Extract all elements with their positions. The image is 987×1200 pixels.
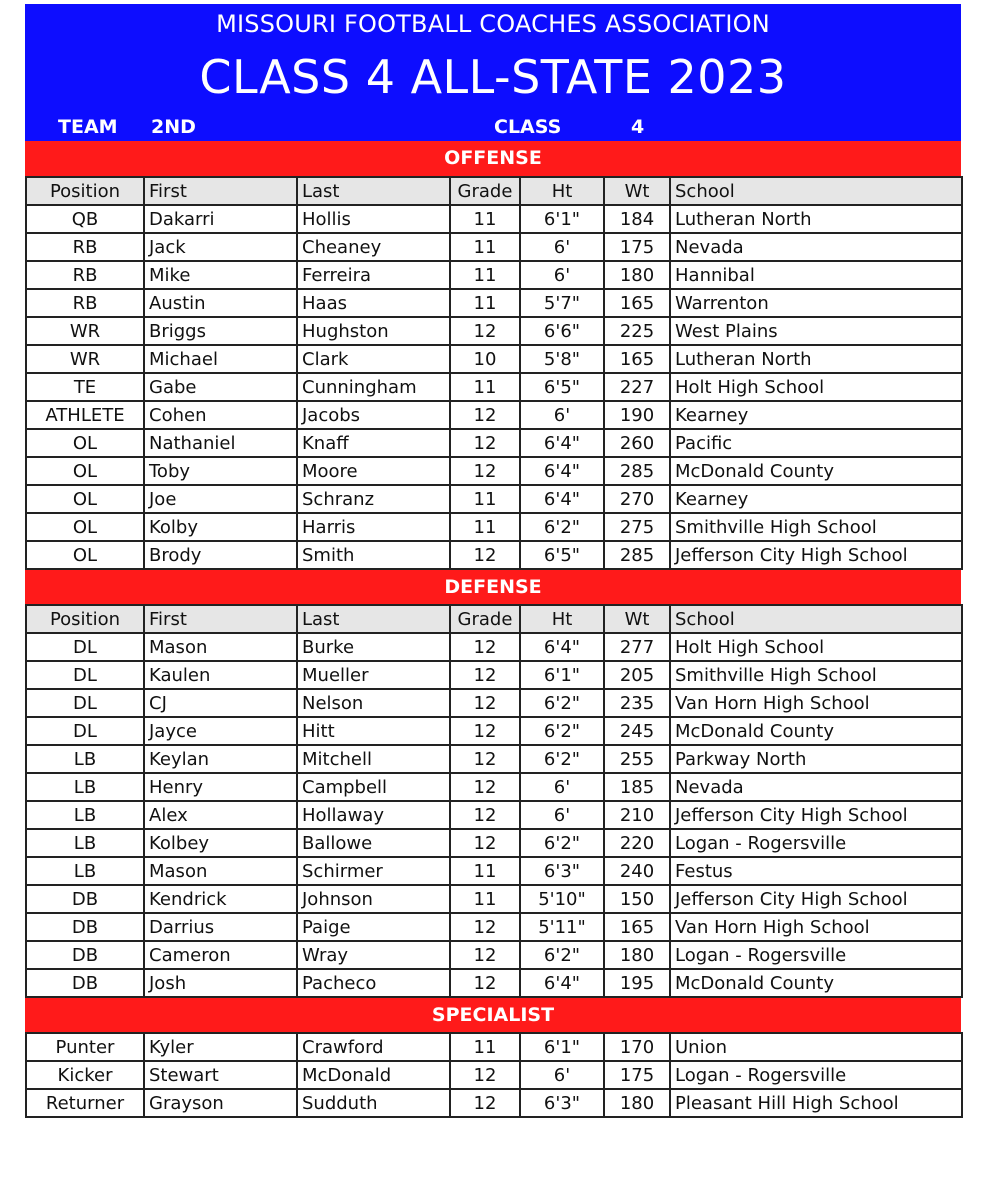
cell-last: Mitchell (297, 745, 450, 773)
cell-wt: 150 (604, 885, 670, 913)
cell-last: Harris (297, 513, 450, 541)
cell-ht: 6'2" (520, 745, 604, 773)
cell-first: Michael (144, 345, 297, 373)
cell-wt: 185 (604, 773, 670, 801)
cell-wt: 245 (604, 717, 670, 745)
table-row (26, 857, 962, 885)
cell-school: Jefferson City High School (670, 885, 962, 913)
cell-school: Jefferson City High School (670, 801, 962, 829)
table-row (26, 689, 962, 717)
roster-table-specialist (25, 1032, 963, 1118)
cell-ht: 6' (520, 233, 604, 261)
cell-ht: 5'11" (520, 913, 604, 941)
roster-table-defense (25, 604, 963, 998)
cell-position: DL (26, 689, 144, 717)
cell-first: Mason (144, 857, 297, 885)
cell-wt: 255 (604, 745, 670, 773)
page-title: CLASS 4 ALL-STATE 2023 (199, 50, 787, 104)
cell-last: Cunningham (297, 373, 450, 401)
cell-ht: 6' (520, 1061, 604, 1089)
cell-position: WR (26, 345, 144, 373)
cell-wt: 270 (604, 485, 670, 513)
cell-position: DL (26, 717, 144, 745)
table-row (26, 457, 962, 485)
section-band-offense: OFFENSE (25, 141, 961, 176)
cell-first: Brody (144, 541, 297, 569)
cell-wt: 277 (604, 633, 670, 661)
cell-wt: 165 (604, 345, 670, 373)
cell-ht: 5'7" (520, 289, 604, 317)
table-row (26, 429, 962, 457)
cell-school: Jefferson City High School (670, 541, 962, 569)
table-row (26, 1061, 962, 1089)
column-header-last: Last (297, 177, 450, 205)
cell-last: Smith (297, 541, 450, 569)
cell-wt: 275 (604, 513, 670, 541)
column-header-wt: Wt (604, 605, 670, 633)
cell-ht: 6'2" (520, 513, 604, 541)
cell-grade: 12 (450, 317, 520, 345)
section-band-specialist: SPECIALIST (25, 998, 961, 1032)
cell-position: DL (26, 661, 144, 689)
table-row (26, 969, 962, 997)
cell-first: Cohen (144, 401, 297, 429)
cell-first: Alex (144, 801, 297, 829)
cell-grade: 11 (450, 857, 520, 885)
cell-wt: 170 (604, 1033, 670, 1061)
table-row (26, 661, 962, 689)
cell-grade: 12 (450, 633, 520, 661)
cell-first: Grayson (144, 1089, 297, 1117)
cell-position: Kicker (26, 1061, 144, 1089)
cell-wt: 175 (604, 1061, 670, 1089)
cell-wt: 210 (604, 801, 670, 829)
cell-position: DB (26, 913, 144, 941)
cell-school: Pleasant Hill High School (670, 1089, 962, 1117)
table-row (26, 633, 962, 661)
cell-ht: 6'2" (520, 717, 604, 745)
cell-position: Returner (26, 1089, 144, 1117)
cell-ht: 6'3" (520, 1089, 604, 1117)
cell-school: Parkway North (670, 745, 962, 773)
cell-grade: 12 (450, 829, 520, 857)
organization-name: MISSOURI FOOTBALL COACHES ASSOCIATION (216, 10, 770, 38)
sections-container (25, 141, 961, 1118)
table-row (26, 801, 962, 829)
table-row (26, 317, 962, 345)
cell-first: Cameron (144, 941, 297, 969)
cell-ht: 6'1" (520, 205, 604, 233)
cell-last: Cheaney (297, 233, 450, 261)
section-band-defense: DEFENSE (25, 570, 961, 604)
cell-first: Kaulen (144, 661, 297, 689)
cell-grade: 12 (450, 913, 520, 941)
cell-last: Hollaway (297, 801, 450, 829)
cell-wt: 235 (604, 689, 670, 717)
cell-last: Haas (297, 289, 450, 317)
cell-grade: 12 (450, 541, 520, 569)
cell-last: Ferreira (297, 261, 450, 289)
cell-school: McDonald County (670, 457, 962, 485)
cell-grade: 12 (450, 429, 520, 457)
cell-position: WR (26, 317, 144, 345)
cell-grade: 11 (450, 1033, 520, 1061)
column-header-ht: Ht (520, 605, 604, 633)
cell-grade: 11 (450, 289, 520, 317)
cell-grade: 11 (450, 513, 520, 541)
cell-ht: 6' (520, 801, 604, 829)
cell-grade: 12 (450, 717, 520, 745)
cell-wt: 165 (604, 289, 670, 317)
cell-first: Kolby (144, 513, 297, 541)
cell-grade: 12 (450, 661, 520, 689)
cell-last: McDonald (297, 1061, 450, 1089)
team-label: TEAM (58, 116, 118, 138)
cell-first: Joe (144, 485, 297, 513)
cell-position: LB (26, 745, 144, 773)
cell-last: Schirmer (297, 857, 450, 885)
table-row (26, 261, 962, 289)
table-row (26, 829, 962, 857)
cell-wt: 220 (604, 829, 670, 857)
cell-last: Mueller (297, 661, 450, 689)
cell-first: Kolbey (144, 829, 297, 857)
cell-ht: 6'2" (520, 689, 604, 717)
cell-grade: 12 (450, 801, 520, 829)
column-header-row (26, 605, 962, 633)
table-row (26, 773, 962, 801)
cell-ht: 6'4" (520, 429, 604, 457)
cell-wt: 180 (604, 941, 670, 969)
cell-first: Briggs (144, 317, 297, 345)
column-header-wt: Wt (604, 177, 670, 205)
cell-grade: 12 (450, 745, 520, 773)
cell-school: Pacific (670, 429, 962, 457)
cell-school: Smithville High School (670, 513, 962, 541)
cell-last: Burke (297, 633, 450, 661)
cell-grade: 11 (450, 261, 520, 289)
cell-first: Kyler (144, 1033, 297, 1061)
cell-position: LB (26, 857, 144, 885)
cell-position: OL (26, 457, 144, 485)
cell-school: Holt High School (670, 633, 962, 661)
all-state-sheet (25, 4, 961, 1118)
cell-ht: 6' (520, 261, 604, 289)
cell-school: Kearney (670, 485, 962, 513)
cell-school: Warrenton (670, 289, 962, 317)
table-row (26, 401, 962, 429)
cell-first: CJ (144, 689, 297, 717)
cell-first: Josh (144, 969, 297, 997)
cell-ht: 6'1" (520, 1033, 604, 1061)
cell-position: RB (26, 261, 144, 289)
cell-school: Van Horn High School (670, 913, 962, 941)
cell-ht: 6'5" (520, 541, 604, 569)
cell-school: Union (670, 1033, 962, 1061)
cell-last: Sudduth (297, 1089, 450, 1117)
cell-position: QB (26, 205, 144, 233)
cell-school: Lutheran North (670, 205, 962, 233)
cell-wt: 195 (604, 969, 670, 997)
cell-grade: 11 (450, 885, 520, 913)
cell-first: Nathaniel (144, 429, 297, 457)
cell-last: Campbell (297, 773, 450, 801)
cell-last: Schranz (297, 485, 450, 513)
cell-wt: 180 (604, 1089, 670, 1117)
cell-first: Austin (144, 289, 297, 317)
cell-school: Logan - Rogersville (670, 1061, 962, 1089)
cell-ht: 6' (520, 401, 604, 429)
cell-wt: 175 (604, 233, 670, 261)
cell-grade: 11 (450, 233, 520, 261)
table-row (26, 513, 962, 541)
column-header-school: School (670, 177, 962, 205)
team-value: 2ND (151, 116, 196, 138)
column-header-position: Position (26, 177, 144, 205)
cell-school: McDonald County (670, 717, 962, 745)
table-row (26, 541, 962, 569)
column-header-grade: Grade (450, 177, 520, 205)
class-value: 4 (631, 116, 645, 138)
cell-last: Paige (297, 913, 450, 941)
cell-last: Pacheco (297, 969, 450, 997)
cell-wt: 180 (604, 261, 670, 289)
cell-ht: 6'3" (520, 857, 604, 885)
cell-grade: 12 (450, 969, 520, 997)
cell-position: OL (26, 429, 144, 457)
cell-last: Johnson (297, 885, 450, 913)
cell-ht: 6'4" (520, 633, 604, 661)
cell-wt: 225 (604, 317, 670, 345)
cell-school: McDonald County (670, 969, 962, 997)
cell-first: Gabe (144, 373, 297, 401)
column-header-last: Last (297, 605, 450, 633)
cell-position: OL (26, 485, 144, 513)
cell-ht: 6'4" (520, 969, 604, 997)
cell-wt: 205 (604, 661, 670, 689)
column-header-row (26, 177, 962, 205)
cell-school: Festus (670, 857, 962, 885)
cell-last: Moore (297, 457, 450, 485)
column-header-first: First (144, 605, 297, 633)
table-row (26, 233, 962, 261)
header-banner (25, 4, 961, 141)
table-row (26, 745, 962, 773)
cell-ht: 6'4" (520, 485, 604, 513)
cell-ht: 6'2" (520, 941, 604, 969)
cell-grade: 10 (450, 345, 520, 373)
cell-school: Nevada (670, 233, 962, 261)
column-header-grade: Grade (450, 605, 520, 633)
cell-wt: 285 (604, 457, 670, 485)
cell-school: Smithville High School (670, 661, 962, 689)
cell-last: Crawford (297, 1033, 450, 1061)
table-row (26, 885, 962, 913)
cell-first: Jack (144, 233, 297, 261)
cell-last: Knaff (297, 429, 450, 457)
cell-grade: 12 (450, 401, 520, 429)
cell-ht: 6'1" (520, 661, 604, 689)
column-header-school: School (670, 605, 962, 633)
cell-last: Hitt (297, 717, 450, 745)
column-header-position: Position (26, 605, 144, 633)
cell-position: TE (26, 373, 144, 401)
cell-first: Mason (144, 633, 297, 661)
cell-wt: 190 (604, 401, 670, 429)
cell-first: Henry (144, 773, 297, 801)
cell-position: RB (26, 289, 144, 317)
cell-ht: 5'10" (520, 885, 604, 913)
cell-first: Stewart (144, 1061, 297, 1089)
cell-school: Logan - Rogersville (670, 941, 962, 969)
cell-school: Logan - Rogersville (670, 829, 962, 857)
cell-position: RB (26, 233, 144, 261)
cell-last: Wray (297, 941, 450, 969)
cell-last: Ballowe (297, 829, 450, 857)
cell-last: Hollis (297, 205, 450, 233)
cell-ht: 6' (520, 773, 604, 801)
cell-ht: 6'5" (520, 373, 604, 401)
cell-ht: 6'2" (520, 829, 604, 857)
table-row (26, 941, 962, 969)
table-row (26, 373, 962, 401)
table-row (26, 289, 962, 317)
cell-position: LB (26, 801, 144, 829)
table-row (26, 345, 962, 373)
table-row (26, 717, 962, 745)
cell-wt: 165 (604, 913, 670, 941)
cell-ht: 6'4" (520, 457, 604, 485)
cell-first: Kendrick (144, 885, 297, 913)
cell-position: LB (26, 829, 144, 857)
cell-last: Jacobs (297, 401, 450, 429)
cell-first: Jayce (144, 717, 297, 745)
cell-last: Clark (297, 345, 450, 373)
cell-position: ATHLETE (26, 401, 144, 429)
cell-school: Van Horn High School (670, 689, 962, 717)
cell-school: Nevada (670, 773, 962, 801)
cell-position: OL (26, 513, 144, 541)
cell-first: Dakarri (144, 205, 297, 233)
cell-school: West Plains (670, 317, 962, 345)
cell-position: DB (26, 941, 144, 969)
cell-position: DL (26, 633, 144, 661)
cell-school: Hannibal (670, 261, 962, 289)
cell-school: Kearney (670, 401, 962, 429)
cell-first: Mike (144, 261, 297, 289)
cell-grade: 12 (450, 1061, 520, 1089)
table-row (26, 485, 962, 513)
table-row (26, 913, 962, 941)
cell-grade: 12 (450, 457, 520, 485)
cell-grade: 12 (450, 773, 520, 801)
cell-grade: 12 (450, 941, 520, 969)
cell-grade: 12 (450, 1089, 520, 1117)
cell-position: OL (26, 541, 144, 569)
cell-school: Lutheran North (670, 345, 962, 373)
cell-last: Hughston (297, 317, 450, 345)
table-row (26, 205, 962, 233)
class-label: CLASS (494, 116, 562, 138)
cell-position: DB (26, 885, 144, 913)
cell-wt: 285 (604, 541, 670, 569)
cell-position: LB (26, 773, 144, 801)
roster-table-offense (25, 176, 963, 570)
table-row (26, 1033, 962, 1061)
cell-wt: 184 (604, 205, 670, 233)
cell-grade: 11 (450, 205, 520, 233)
cell-position: DB (26, 969, 144, 997)
cell-first: Darrius (144, 913, 297, 941)
cell-position: Punter (26, 1033, 144, 1061)
cell-last: Nelson (297, 689, 450, 717)
column-header-ht: Ht (520, 177, 604, 205)
cell-grade: 11 (450, 485, 520, 513)
table-row (26, 1089, 962, 1117)
cell-school: Holt High School (670, 373, 962, 401)
cell-ht: 6'6" (520, 317, 604, 345)
cell-grade: 12 (450, 689, 520, 717)
cell-first: Keylan (144, 745, 297, 773)
cell-ht: 5'8" (520, 345, 604, 373)
cell-wt: 227 (604, 373, 670, 401)
cell-first: Toby (144, 457, 297, 485)
cell-grade: 11 (450, 373, 520, 401)
cell-wt: 260 (604, 429, 670, 457)
column-header-first: First (144, 177, 297, 205)
cell-wt: 240 (604, 857, 670, 885)
